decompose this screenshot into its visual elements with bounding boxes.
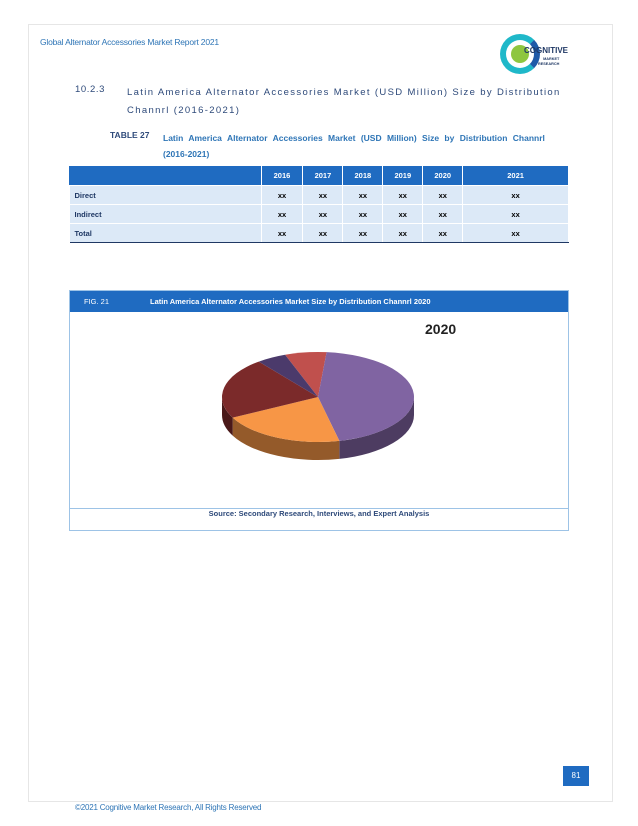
table-label: TABLE 27 <box>110 130 150 140</box>
section-title: Latin America Alternator Accessories Market (USD Million) Size by Distribution Channrl (2016-2021) <box>127 87 561 116</box>
column-header: 2018 <box>343 166 383 186</box>
table-cell: xx <box>383 205 423 224</box>
table-corner-cell <box>70 166 262 186</box>
table-cell: xx <box>383 224 423 243</box>
table-cell: xx <box>463 205 569 224</box>
table-cell: xx <box>261 205 303 224</box>
copyright: ©2021 Cognitive Market Research, All Rights Reserved <box>75 803 262 812</box>
figure-title-bar <box>70 291 568 312</box>
report-header: Global Alternator Accessories Market Report 2021 <box>40 37 219 47</box>
column-header: 2020 <box>423 166 463 186</box>
column-header: 2019 <box>383 166 423 186</box>
row-label: Direct <box>70 186 262 205</box>
figure-source: Source: Secondary Research, Interviews, and Expert Analysis <box>208 509 430 518</box>
figure-body <box>70 312 568 509</box>
figure-title: Latin America Alternator Accessories Market Size by Distribution Channrl 2020 <box>150 297 431 306</box>
table-cell: xx <box>303 186 343 205</box>
table-cell: xx <box>383 186 423 205</box>
row-label: Total <box>70 224 262 243</box>
column-header: 2016 <box>261 166 303 186</box>
table-cell: xx <box>423 224 463 243</box>
figure-label: FIG. 21 <box>84 297 110 306</box>
table-cell: xx <box>423 205 463 224</box>
table-row <box>70 224 569 243</box>
logo-subtitle-line1: MARKET <box>543 57 560 61</box>
table-header-row <box>70 166 569 186</box>
table-cell: xx <box>423 186 463 205</box>
table-cell: xx <box>463 224 569 243</box>
table-row <box>70 205 569 224</box>
page-number: 81 <box>563 766 589 786</box>
table-row <box>70 186 569 205</box>
logo-subtitle-line2: RESEARCH <box>538 62 560 66</box>
table-cell: xx <box>343 205 383 224</box>
market-size-table <box>69 165 569 243</box>
logo-subtitle <box>538 57 559 67</box>
table-cell: xx <box>261 186 303 205</box>
table-cell: xx <box>463 186 569 205</box>
logo-name: COGNITIVE <box>524 46 569 55</box>
table-cell: xx <box>261 224 303 243</box>
chart-title: 2020 <box>425 321 457 337</box>
table-cell: xx <box>343 224 383 243</box>
company-logo <box>500 34 580 80</box>
table-cell: xx <box>343 186 383 205</box>
section-number: 10.2.3 <box>75 84 106 95</box>
table-cell: xx <box>303 205 343 224</box>
figure-box <box>69 290 569 531</box>
pie-chart <box>218 349 418 469</box>
column-header: 2017 <box>303 166 343 186</box>
table-caption: Latin America Alternator Accessories Market (USD Million) Size by Distribution Channrl (2016-2021) <box>163 133 545 159</box>
column-header: 2021 <box>463 166 569 186</box>
row-label: Indirect <box>70 205 262 224</box>
table-cell: xx <box>303 224 343 243</box>
